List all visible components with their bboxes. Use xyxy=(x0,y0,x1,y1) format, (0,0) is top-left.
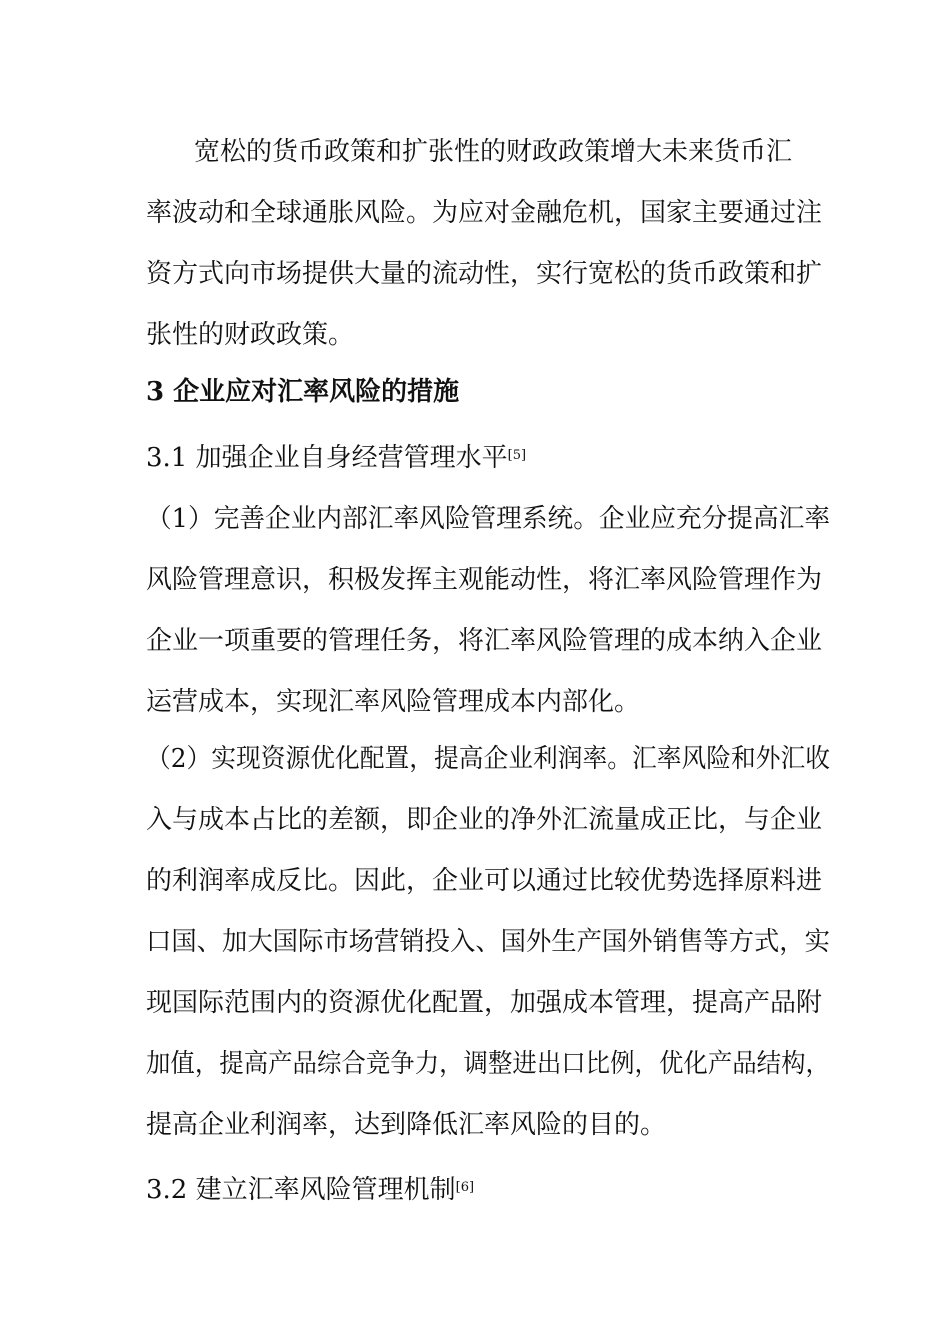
paragraph-line: （1）完善企业内部汇率风险管理系统。企业应充分提高汇率 xyxy=(146,504,831,534)
paragraph-line: 提高企业利润率，达到降低汇率风险的目的。 xyxy=(146,1110,667,1140)
paragraph-line: 资方式向市场提供大量的流动性，实行宽松的货币政策和扩 xyxy=(146,259,823,289)
paragraph-line: 口国、加大国际市场营销投入、国外生产国外销售等方式，实 xyxy=(146,927,830,957)
paragraph-line: 现国际范围内的资源优化配置，加强成本管理，提高产品附 xyxy=(146,988,823,1018)
citation-ref: [5] xyxy=(507,448,527,463)
paragraph-line: （2）实现资源优化配置，提高企业利润率。汇率风险和外汇收 xyxy=(146,744,830,774)
paragraph-line: 张性的财政政策。 xyxy=(146,320,355,350)
subsection-heading-text: 3.2 建立汇率风险管理机制 xyxy=(146,1175,456,1205)
paragraph-line: 率波动和全球通胀风险。为应对金融危机，国家主要通过注 xyxy=(146,198,823,228)
paragraph-line: 风险管理意识，积极发挥主观能动性，将汇率风险管理作为 xyxy=(146,565,823,595)
paragraph-line: 加值，提高产品综合竞争力，调整进出口比例，优化产品结构， xyxy=(146,1049,830,1079)
paragraph-line: 企业一项重要的管理任务，将汇率风险管理的成本纳入企业 xyxy=(146,626,823,656)
citation-ref: [6] xyxy=(455,1180,475,1195)
subsection-heading xyxy=(146,1174,474,1206)
paragraph-line: 宽松的货币政策和扩张性的财政政策增大未来货币汇 xyxy=(194,137,793,167)
subsection-heading-text: 3.1 加强企业自身经营管理水平 xyxy=(146,443,508,473)
section-heading: 3 企业应对汇率风险的措施 xyxy=(146,377,460,407)
paragraph-line: 入与成本占比的差额，即企业的净外汇流量成正比，与企业 xyxy=(146,805,823,835)
paragraph-line: 运营成本，实现汇率风险管理成本内部化。 xyxy=(146,687,641,717)
paragraph-line: 的利润率成反比。因此，企业可以通过比较优势选择原料进 xyxy=(146,866,823,896)
subsection-heading xyxy=(146,442,526,474)
